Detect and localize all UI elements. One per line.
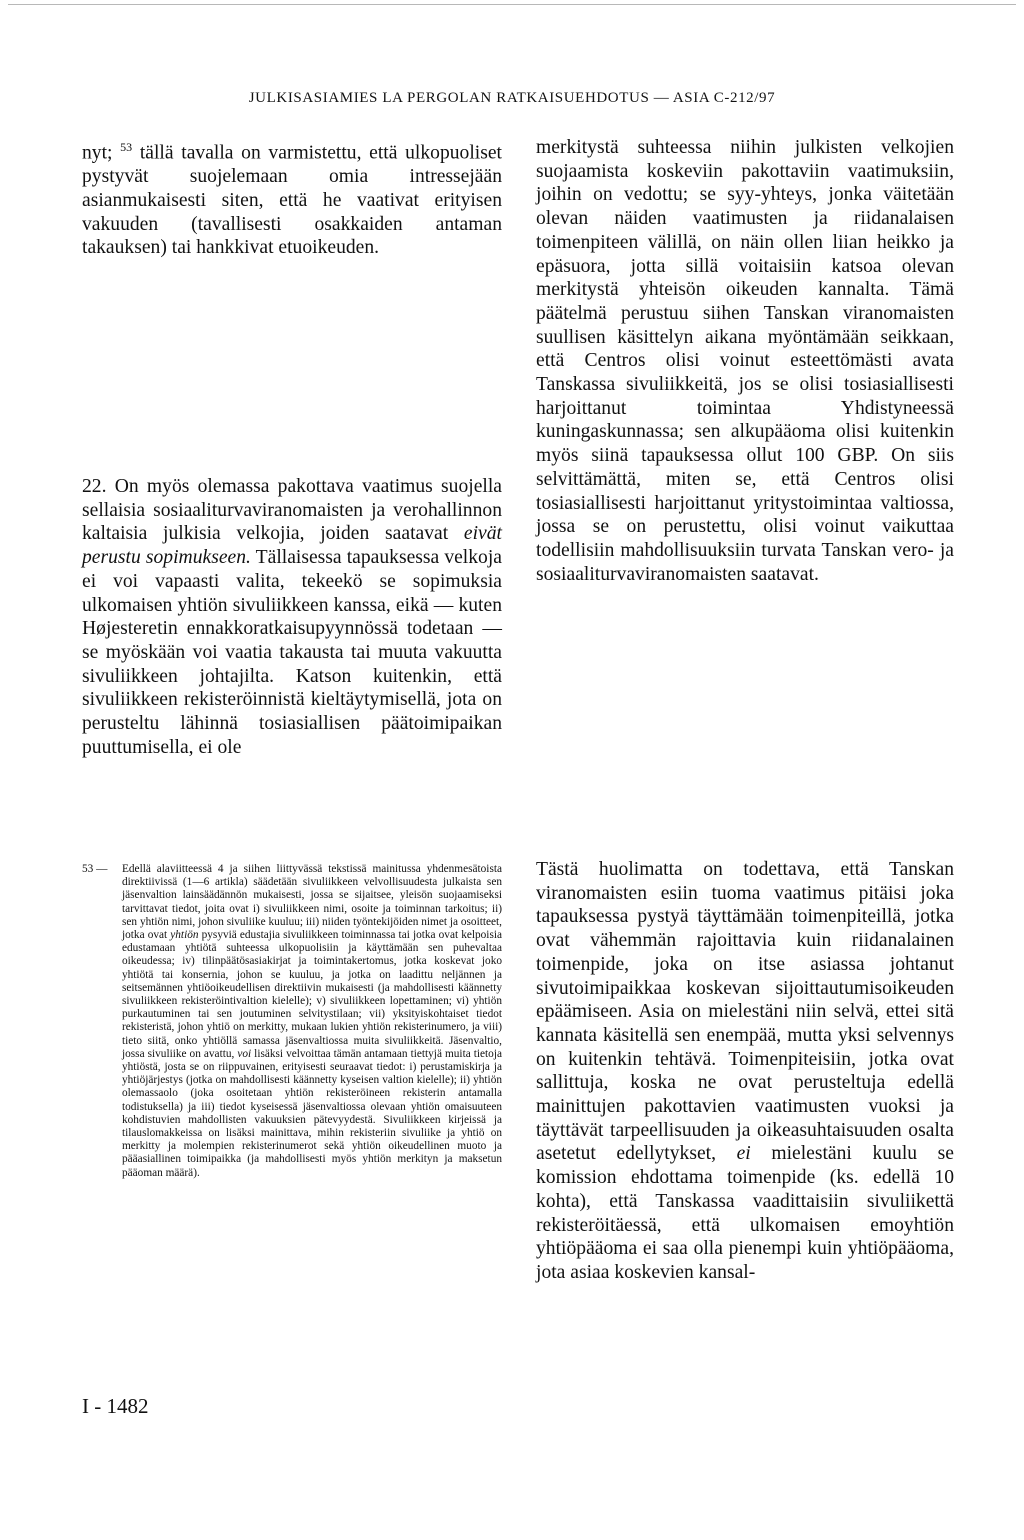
paragraph-22-italic: eivät perustu sopimukseen. [82, 523, 502, 569]
right-next-italic: ei [736, 1143, 751, 1165]
footnote-seg2-italic: voi [237, 1047, 252, 1060]
right-para-text: merkitystä suhteessa niihin julkisten velkojien suojaamista koskeviin pakottaviin vaatimuksiin, joihin on vedottu; se syy-yhteys, jonka väitetään olevan näiden vaatimusten ja riidanalaisen toimenpiteen välillä, on näin ollen liian heikko ja epäsuora, jotta sillä voitaisiin katsoa olevan merkitystä yhteisön oikeuden kannalta. Tämä päätelmä perustuu siihen Tanskan viranomaisten suullisen käsittelyn aikana myöntämään seikkaan, että Centros olisi voinut esteettömästi avata Tanskassa sivuliikkeitä, jos se olisi tosiasiallisesti harjoittanut toimintaa Yhdistyneessä kuningaskunnassa; sen alkupääoma olisi kuitenkin myös siinä tapauksessa ollut 100 GBP. On siis selvittämättä, miten se, että Centros olisi tosiasiallisesti harjoittanut yritystoimintaa valtiossa, jossa se on perustettu, olisi voinut vaikuttaa todellisiin mahdollisuuksiin turvata Tanskan vero- ja sosiaaliturvaviranomaisten saatavat. [536, 137, 954, 585]
footnote-marker: 53 — [82, 863, 108, 875]
footnote-body [122, 863, 502, 1180]
left-para-text-rest: tällä tavalla on varmistettu, että ulkopuoliset pystyvät suojelemaan omia intressejään asianmukaisesti siten, että he vaativat erityisen vakuuden (tavallisesti osakkaiden antaman takauksen) tai hankkivat etuoikeuden. [82, 142, 502, 259]
footnote-seg2: pysyviä edustajia sivuliikkeen toiminnassa tai jotka ovat kelpoisia edustamaan yhtiötä suhteessa ulkopuolisiin ja käyttämään sen puhevaltaa oikeudessa; iv) tilinpäätösasiakirjat ja toimintakertomus, jotka koskevat joko yhtiötä tai konsernia, johon se kuuluu, ja jotka on laadittu neljännen ja seitsemännen yhtiöoikeudellisen direktiivin mukaisesti (ja mahdollisesti käännetty sivuliikkeen rekisteröintivaltion kielelle); v) sivuliikkeen lopettaminen; vi) yhtiön purkautuminen tai sen joutuminen selvitystilaan; vii) yksityiskohtaiset tiedot rekisteristä, johon yhtiö on merkitty, mukaan lukien yhtiön rekisterinumero, ja viii) tieto siitä, onko yhtiöllä samassa jäsenvaltiossa muita sivuliikkeitä. Jäsenvaltio, jossa sivuliike on avattu, [122, 929, 502, 1060]
paragraph-22-text-a: 22. On myös olemassa pakottava vaatimus suojella sellaisia sosiaaliturvaviranomaisten ja verohallinnon kaltaisia julkisia velkojia, joiden saatavat [82, 476, 502, 545]
right-paragraph-continuation [536, 136, 954, 586]
right-next-text-b: mielestäni kuulu se komission ehdottama toimenpide (ks. edellä 10 kohta), että Tanskassa vaadittaisiin sivuliikettä rekisteröitäessä, että ulkomaisen emoyhtiön yhtiöpääoma ei saa olla pienempi kuin yhtiöpääoma, jota asiaa koskevien kansal- [536, 1143, 954, 1283]
left-paragraph-continuation [82, 136, 502, 260]
right-next-text-a: Tästä huolimatta on todettava, että Tanskan viranomaisten esiin tuoma vaatimus pitäisi joka tapauksessa pystyä täyttämään toimenpiteillä, jotka ovat vähemmän rajoittavia kuin riidanalainen toimenpide, joka on itse asiassa johtanut sivutoimipaikkaa koskevan sijoittautumisoikeuden epäämiseen. Asia on mielestäni niin selvä, ettei sitä kannata käsitellä sen enempää, mutta yksi selvennys on kuitenkin tehtävä. Toimenpiteisiin, jotka ovat sallittuja, koska ne ovat perusteltuja edellä mainittujen pakottavien vaatimusten vuoksi ja täyttävät tarpeellisuuden ja oikeasuhtaisuuden osalta asetetut edellytykset, [536, 859, 954, 1165]
right-paragraph-next [536, 858, 954, 1285]
footnote-seg1: Edellä alaviitteessä 4 ja siihen liittyvässä tekstissä mainitussa yhdenmesätoista direktiivissä (1—6 artikla) säädetään sivuliikkeen velvollisuudesta julkaista sen jäsenvaltion lainsäädännön mukaisesti, jossa se sijaitsee, yleisön suojaamiseksi tarvittavat tiedot, joita ovat i) sivuliikkeen nimi, osoite ja toiminnan tarkoitus; ii) sen yhtiön nimi, johon sivuliike kuuluu; iii) niiden työntekijöiden nimet ja osoitteet, jotka ovat [122, 863, 502, 942]
running-header: JULKISASIAMIES LA PERGOLAN RATKAISUEHDOTUS — ASIA C-212/97 [248, 90, 776, 106]
footnote-seg3: lisäksi velvoittaa tämän antamaan tiettyjä muita tietoja yhtiöstä, josta se on riippuvainen, erityisesti seuraavat tiedot: i) perustamiskirja ja yhtiöjärjestys (jotka on mahdollisesti käännetty kyseisen valtion kielelle); ii) yhtiön olemassaolo (joka osoitetaan yhtiön rekisteröineen rekisterin antamalla todistuksella) ja iii) tiedot kyseisessä jäsenvaltiossa olevaan yhtiön omaisuuteen kohdistuvien mahdollisten vakuuksien pätevyydestä. Sivuliikkeen kirjeissä ja tilauslomakkeissa on lisäksi mainittava, mihin rekisteriin sivuliike ja yhtiö on merkitty ja molempien rekisterinumerot sekä yhtiön oikeudellinen muoto ja pääasiallinen toimipaikka (ja mahdollisesti myös yhtiön merkityn ja maksetun pääoman määrä). [122, 1047, 502, 1179]
footnote-seg1-italic: yhtiön [170, 929, 199, 942]
page-number: I - 1482 [82, 1394, 149, 1418]
footnote-ref-53: 53 [120, 140, 133, 154]
footnote-53 [82, 863, 502, 1180]
paragraph-22 [82, 475, 502, 759]
left-para-text-start: nyt; [82, 142, 121, 164]
top-rule [8, 4, 1016, 5]
paragraph-22-text-b: Tällaisessa tapauksessa velkoja ei voi vapaasti valita, tekeekö se sopimuksia ulkomaisen yhtiön sivuliikkeen kanssa, eikä — kuten Højesteretin ennakkoratkaisupyynnössä todetaan — se myöskään voi vaatia takausta tai muuta vakuutta sivuliikkeen johtajilta. Katson kuitenkin, että sivuliikkeen rekisteröinnistä kieltäytymisellä, jota on perusteltu lähinnä tosiasiallisen päätoimipaikan puuttumisella, ei ole [82, 547, 502, 758]
